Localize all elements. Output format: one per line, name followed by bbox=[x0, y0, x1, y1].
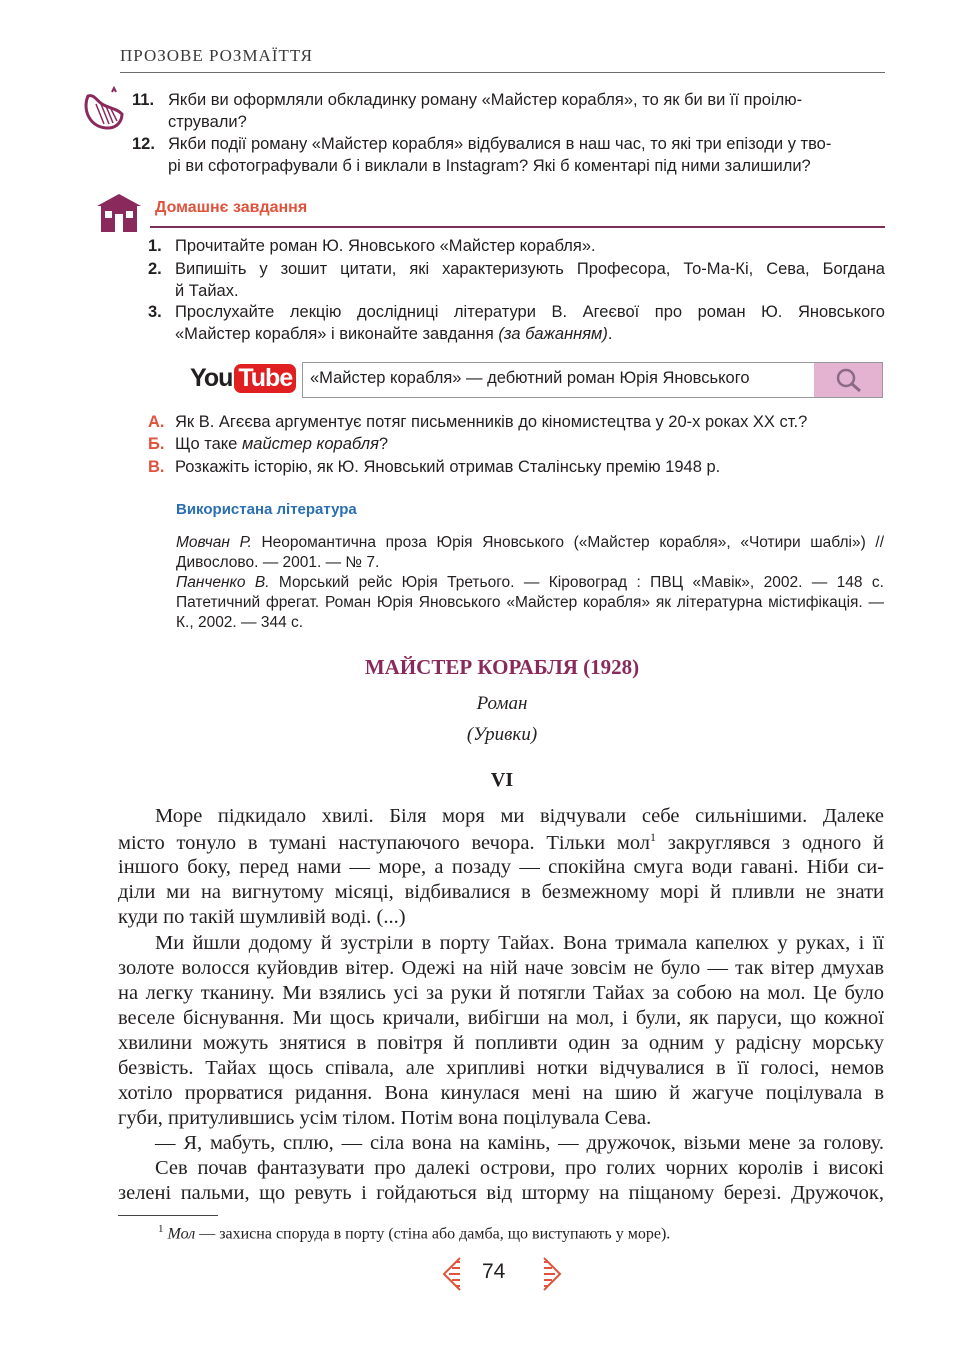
literature-author: Мовчан Р. bbox=[176, 534, 252, 551]
literature-text: Неоромантична проза Юрія Яновського («Майстер корабля», «Чотири шаблі») // Дивослово. — 2001. — № 7. bbox=[176, 534, 884, 571]
footnote-rule bbox=[118, 1215, 218, 1216]
task-text: Випишіть у зошит цитати, які характеризують Професора, То-Ма-Кі, Сева, Богдана bbox=[175, 260, 885, 278]
question-text: Якби ви оформляли обкладинку роману «Майстер корабля», то як би ви її проілю- bbox=[168, 91, 803, 109]
task-letter: Б. bbox=[148, 435, 165, 453]
work-title: МАЙСТЕР КОРАБЛЯ (1928) bbox=[364, 655, 640, 679]
homework-task-3 bbox=[148, 301, 888, 345]
house-icon bbox=[95, 192, 143, 234]
youtube-search-query[interactable]: «Майстер корабля» — дебютний роман Юрія Яновського bbox=[310, 369, 750, 387]
question-text-cont: стрували? bbox=[168, 113, 247, 131]
body-line-part: закруглявся з одного й bbox=[656, 831, 884, 854]
question-text: Якби події роману «Майстер корабля» відбувалися в наш час, то які три епізоди у тво- bbox=[168, 135, 832, 153]
body-line: діли ми на вигнутому місяці, відбивалися в безмежному морі й пливли не знати bbox=[118, 881, 884, 903]
search-icon bbox=[814, 363, 882, 397]
question-11 bbox=[132, 89, 892, 133]
body-line: золоте волосся куйовдив вітер. Одежі на ній наче зовсім не було — так вітер дмухав bbox=[118, 957, 884, 979]
task-a bbox=[148, 411, 888, 433]
footnote-term: Мол bbox=[167, 1225, 196, 1243]
homework-task-1 bbox=[148, 235, 888, 257]
youtube-search-button[interactable] bbox=[814, 363, 882, 397]
page-ornament-right-icon bbox=[542, 1256, 564, 1292]
task-text-part: «Майстер корабля» і виконайте завдання bbox=[175, 325, 494, 343]
body-line: безвість. Тайах щось співала, але хрипливі нотки відчувалися в її голосі, немов bbox=[118, 1057, 884, 1079]
literature-entry bbox=[176, 533, 884, 573]
body-line bbox=[118, 830, 884, 855]
body-line: Ми йшли додому й зустріли в порту Тайах. Вона тримала капелюх у руках, і її bbox=[155, 932, 884, 954]
footnote-text: — захисна споруда в порту (стіна або дамба, що виступають у море). bbox=[195, 1225, 671, 1243]
body-line: на легку тканину. Ми взялись усі за руки й потягли Тайах за собою на мол. Це було bbox=[118, 982, 884, 1004]
body-line: Сев почав фантазувати про далекі острови, про голих чорних королів і високі bbox=[155, 1157, 884, 1179]
homework-rule bbox=[150, 226, 885, 228]
body-line: Море підкидало хвилі. Біля моря ми відчували себе сильнішими. Далеке bbox=[155, 805, 884, 827]
homework-title: Домашнє завдання bbox=[155, 199, 308, 216]
body-line: хотіло прорватися ридання. Вона кинулася мені на шию й жагуче поцілувала в bbox=[118, 1082, 884, 1104]
task-number: 2. bbox=[148, 260, 162, 278]
footnote-mark: 1 bbox=[158, 1223, 164, 1235]
head-rule bbox=[120, 72, 885, 73]
task-text bbox=[175, 433, 885, 455]
task-number: 1. bbox=[148, 237, 162, 255]
task-text: Як В. Агєєва аргументує потяг письменників до кіномистецтва у 20-х роках ХХ ст.? bbox=[175, 413, 808, 431]
question-text-cont: рі ви сфотографували б і виклали в Instagram? Які б коментарі під ними залишили? bbox=[168, 157, 811, 175]
footnote-ref: 1 bbox=[650, 830, 657, 844]
work-note: (Уривки) bbox=[466, 724, 538, 745]
lyre-icon bbox=[78, 84, 128, 134]
chapter-number: VI bbox=[490, 769, 514, 791]
task-text-cont bbox=[175, 323, 885, 345]
homework-task-2 bbox=[148, 258, 888, 302]
task-text-italic: (за бажанням) bbox=[498, 325, 608, 343]
task-text-part: Що таке bbox=[175, 435, 238, 453]
body-line-part: місто тонуло в тумані наступаючого вечора. Тільки мол bbox=[118, 831, 651, 854]
running-head: ПРОЗОВЕ РОЗМАЇТТЯ bbox=[120, 46, 313, 65]
page-ornament-left-icon bbox=[440, 1256, 462, 1292]
question-number: 12. bbox=[132, 135, 155, 153]
youtube-logo-tube: Tube bbox=[234, 364, 296, 393]
body-line: куди по такій шумливій воді. (...) bbox=[118, 906, 406, 928]
literature-author: Панченко В. bbox=[176, 574, 270, 591]
work-genre: Роман bbox=[476, 693, 528, 714]
literature-title: Використана література bbox=[176, 501, 357, 518]
body-line: — Я, мабуть, сплю, — сіла вона на камінь, — дружочок, візьми мене за голову. bbox=[155, 1132, 884, 1154]
body-line: зелені пальми, що ревуть і гойдаються від шторму на піщаному березі. Дружочок, bbox=[118, 1182, 884, 1204]
task-number: 3. bbox=[148, 303, 162, 321]
task-text: Прослухайте лекцію дослідниці літератури В. Агеєвої про роман Ю. Яновського bbox=[175, 303, 885, 321]
literature-text: Морський рейс Юрія Третього. — Кіровоград : ПВЦ «Мавік», 2002. — 148 с. Патетичний фрегат. Роман Юрія Яновського «Майстер корабля» як літературна містифікація. — К., 2002. — 344 с. bbox=[176, 574, 884, 631]
task-text-end: ? bbox=[378, 435, 389, 453]
task-v bbox=[148, 456, 888, 478]
task-text-italic: майстер корабля bbox=[241, 435, 379, 453]
task-b bbox=[148, 433, 888, 455]
question-number: 11. bbox=[132, 91, 155, 109]
youtube-logo bbox=[190, 364, 296, 398]
question-12 bbox=[132, 133, 892, 177]
task-text-end: . bbox=[607, 325, 613, 343]
footnote bbox=[158, 1223, 670, 1243]
task-text: Розкажіть історію, як Ю. Яновський отримав Сталінську премію 1948 р. bbox=[175, 458, 721, 476]
task-letter: В. bbox=[148, 458, 165, 476]
task-letter: А. bbox=[148, 413, 165, 431]
task-text-cont: й Тайах. bbox=[175, 282, 239, 300]
body-line: веселе біснування. Ми щось кричали, вибігши на мол, і були, як паруси, що кожної bbox=[118, 1007, 884, 1029]
youtube-logo-you: You bbox=[190, 364, 233, 392]
body-line: губи, притулившись усім тілом. Потім вона поцілувала Сева. bbox=[118, 1107, 652, 1129]
body-line: іншого боку, перед нами — море, а позаду — спокійна смуга води гавані. Ніби си- bbox=[118, 856, 884, 878]
body-line: хвилини можуть знятися в повітря й попливти один за одним у радісну морську bbox=[118, 1032, 884, 1054]
page-number: 74 bbox=[482, 1260, 506, 1283]
task-text: Прочитайте роман Ю. Яновського «Майстер корабля». bbox=[175, 237, 596, 255]
literature-entry bbox=[176, 573, 884, 633]
